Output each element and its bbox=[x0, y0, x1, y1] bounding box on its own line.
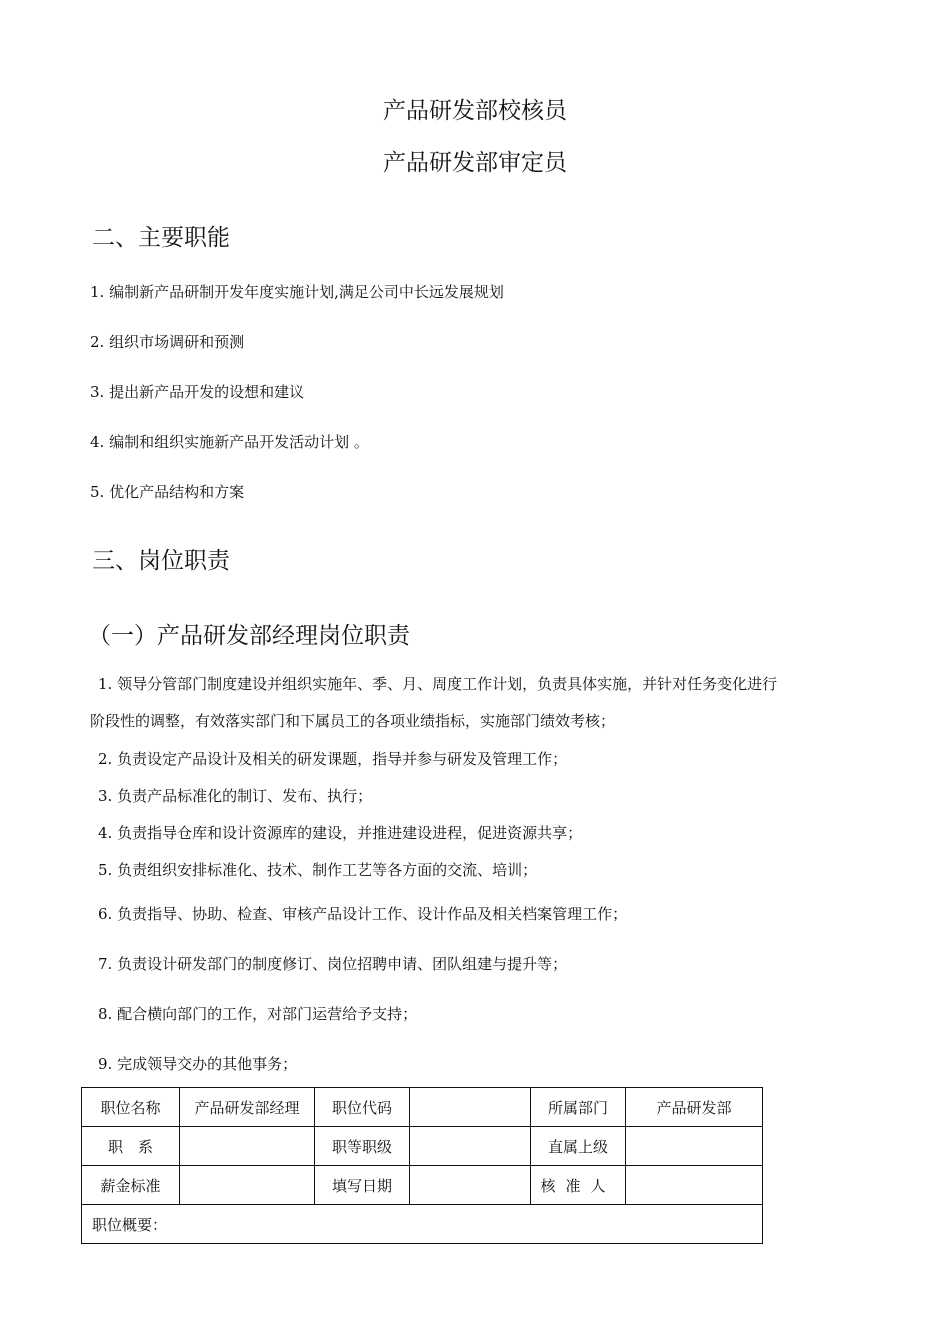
position-summary-label: 职位概要： bbox=[82, 1205, 763, 1244]
function-item-1: 1. 编制新产品研制开发年度实施计划,满足公司中长远发展规划 bbox=[90, 283, 504, 301]
duty-item-1-line-2: 阶段性的调整，有效落实部门和下属员工的各项业绩指标，实施部门绩效考核； bbox=[90, 712, 616, 730]
duty-item-2: 2. 负责设定产品设计及相关的研发课题，指导并参与研发及管理工作； bbox=[98, 750, 568, 768]
table-cell bbox=[410, 1127, 531, 1166]
table-cell: 职等职级 bbox=[315, 1127, 410, 1166]
table-cell: 填写日期 bbox=[315, 1166, 410, 1205]
duty-item-1-line-1: 1. 领导分管部门制度建设并组织实施年、季、月、周度工作计划，负责具体实施，并针对任务变化进行 bbox=[98, 675, 778, 693]
duty-item-7: 7. 负责设计研发部门的制度修订、岗位招聘申请、团队组建与提升等； bbox=[98, 955, 568, 973]
table-row bbox=[82, 1127, 763, 1166]
table-cell: 薪金标准 bbox=[82, 1166, 180, 1205]
section-heading-main-functions: 二、主要职能 bbox=[92, 225, 230, 251]
table-row bbox=[82, 1166, 763, 1205]
function-item-4: 4. 编制和组织实施新产品开发活动计划 。 bbox=[90, 433, 369, 451]
subsection-heading-manager: （一）产品研发部经理岗位职责 bbox=[88, 623, 410, 649]
function-item-2: 2. 组织市场调研和预测 bbox=[90, 333, 245, 351]
table-cell bbox=[410, 1088, 531, 1127]
table-cell: 职位名称 bbox=[82, 1088, 180, 1127]
function-item-5: 5. 优化产品结构和方案 bbox=[90, 483, 245, 501]
table-cell bbox=[180, 1127, 315, 1166]
duty-item-6: 6. 负责指导、协助、检查、审核产品设计工作、设计作品及相关档案管理工作； bbox=[98, 905, 628, 923]
table-cell: 所属部门 bbox=[531, 1088, 626, 1127]
duty-item-4: 4. 负责指导仓库和设计资源库的建设，并推进建设进程，促进资源共享； bbox=[98, 824, 583, 842]
function-item-3: 3. 提出新产品开发的设想和建议 bbox=[90, 383, 305, 401]
table-cell: 核准人 bbox=[531, 1166, 626, 1205]
table-cell bbox=[410, 1166, 531, 1205]
table-cell bbox=[626, 1166, 763, 1205]
title-line-2: 产品研发部审定员 bbox=[383, 150, 567, 176]
section-heading-responsibilities: 三、岗位职责 bbox=[92, 548, 230, 574]
table-cell: 职 系 bbox=[82, 1127, 180, 1166]
table-cell: 直属上级 bbox=[531, 1127, 626, 1166]
duty-item-5: 5. 负责组织安排标准化、技术、制作工艺等各方面的交流、培训； bbox=[98, 861, 538, 879]
table-cell: 产品研发部 bbox=[626, 1088, 763, 1127]
table-cell: 职位代码 bbox=[315, 1088, 410, 1127]
duty-item-8: 8. 配合横向部门的工作，对部门运营给予支持； bbox=[98, 1005, 418, 1023]
table-cell: 产品研发部经理 bbox=[180, 1088, 315, 1127]
duty-item-3: 3. 负责产品标准化的制订、发布、执行； bbox=[98, 787, 373, 805]
title-line-1: 产品研发部校核员 bbox=[383, 98, 567, 124]
position-info-table bbox=[81, 1087, 763, 1244]
duty-item-9: 9. 完成领导交办的其他事务； bbox=[98, 1055, 298, 1073]
table-row bbox=[82, 1088, 763, 1127]
table-cell bbox=[626, 1127, 763, 1166]
table-cell bbox=[180, 1166, 315, 1205]
table-row bbox=[82, 1205, 763, 1244]
